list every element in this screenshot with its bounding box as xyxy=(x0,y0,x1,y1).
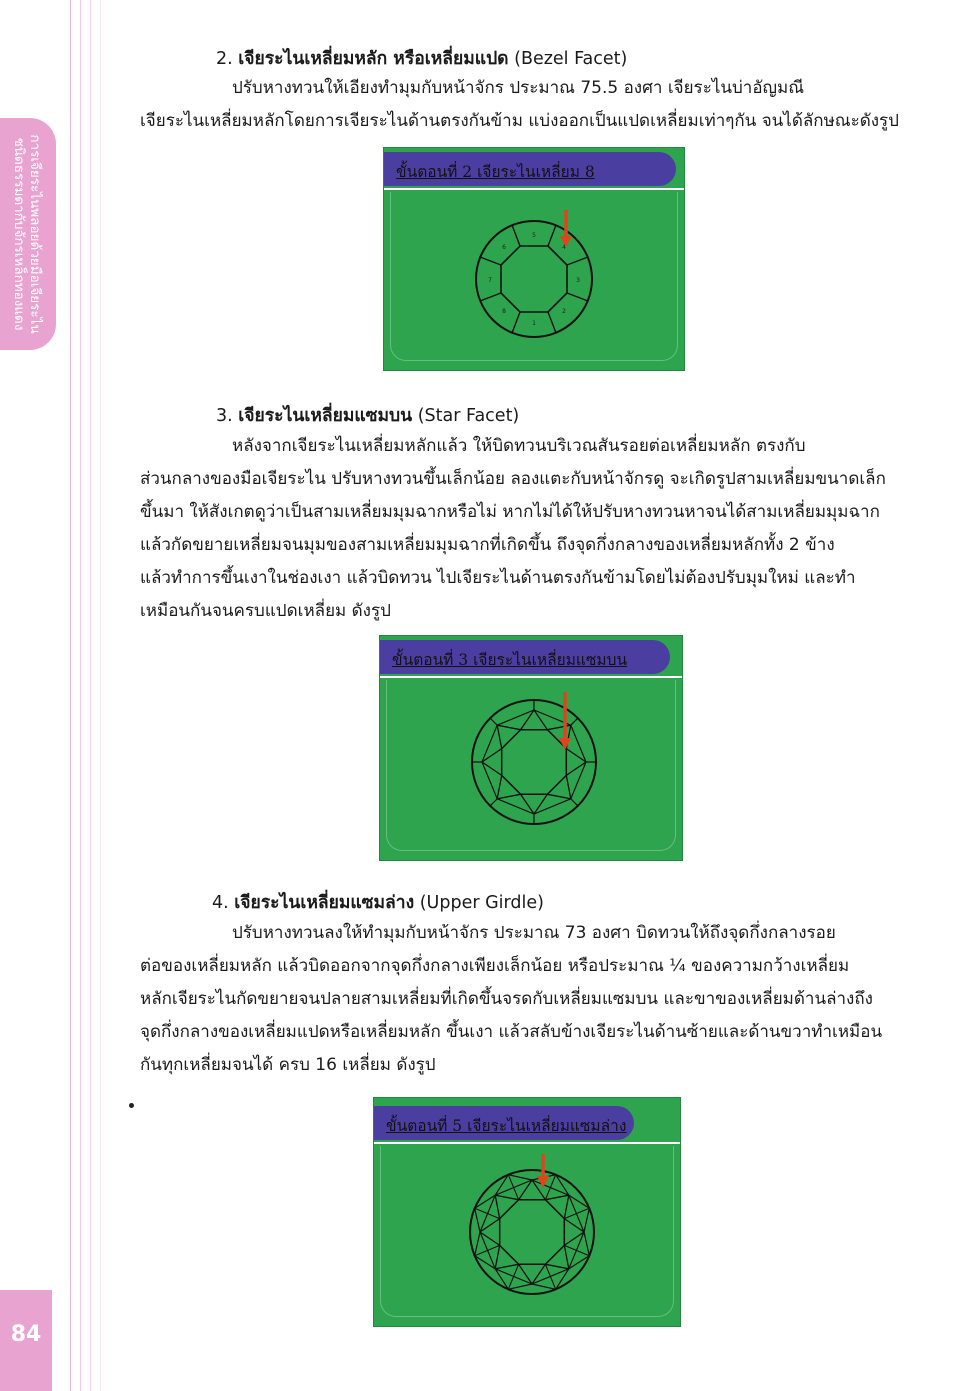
facet-num-8: 8 xyxy=(502,308,506,315)
section-4-line-2: ต่อของเหลี่ยมหลัก แล้วบิดออกจากจุดกึ่งกลางเพียงเล็กน้อย หรือประมาณ ¼ ของความกว้างเหลี่ยม xyxy=(140,956,850,976)
section-4-body xyxy=(140,917,918,1082)
section-3-heading xyxy=(216,401,519,429)
facet-num-3: 3 xyxy=(576,277,580,284)
bezel-facet-diagram xyxy=(468,213,600,345)
facet-num-1: 1 xyxy=(532,320,536,327)
chapter-side-title xyxy=(11,119,43,349)
section-4-line-3: หลักเจียระไนกัดขยายจนปลายสามเหลี่ยมที่เกิดขึ้นจรดกับเหลี่ยมแซมบน และขาของเหลี่ยมด้านล่างถึง xyxy=(140,989,873,1009)
section-2-title-en: (Bezel Facet) xyxy=(514,49,628,69)
margin-line-4 xyxy=(100,0,101,1391)
figure-step-3-rule xyxy=(380,676,682,678)
margin-line-1 xyxy=(70,0,71,1391)
facet-num-5: 5 xyxy=(532,232,536,239)
section-4-heading xyxy=(212,888,544,916)
figure-step-5-rule xyxy=(374,1142,680,1144)
section-4-number: 4. xyxy=(212,893,229,913)
section-4-line-5: กันทุกเหลี่ยมจนได้ ครบ 16 เหลี่ยม ดังรูป xyxy=(140,1055,436,1075)
arrow-icon xyxy=(536,1154,550,1190)
section-4-title-en: (Upper Girdle) xyxy=(419,893,544,913)
section-3-body xyxy=(140,430,918,628)
section-4-line-4: จุดกึ่งกลางของเหลี่ยมแปดหรือเหลี่ยมหลัก ขึ้นเงา แล้วสลับข้างเจียระไนด้านซ้ายและด้านขวาทำเหมือน xyxy=(140,1022,883,1042)
chapter-title-line-2: ชนิดธรรมดากับจักรเหล็กทองแดง xyxy=(11,137,27,331)
figure-step-3-caption: ขั้นตอนที่ 3 เจียระไนเหลี่ยมแซมบน xyxy=(392,651,628,669)
section-3-number: 3. xyxy=(216,406,233,426)
figure-step-2-banner xyxy=(384,152,676,186)
arrow-icon xyxy=(558,692,572,752)
section-2-title-thai: เจียระไนเหลี่ยมหลัก หรือเหลี่ยมแปด xyxy=(238,49,509,69)
figure-step-3 xyxy=(380,636,682,860)
figure-step-5-caption: ขั้นตอนที่ 5 เจียระไนเหลี่ยมแซมล่าง xyxy=(386,1117,627,1135)
facet-num-6: 6 xyxy=(502,244,506,251)
section-2-body xyxy=(140,72,918,138)
section-3-line-2: ส่วนกลางของมือเจียระไน ปรับหางทวนขึ้นเล็กน้อย ลองแตะกับหน้าจักรดู จะเกิดรูปสามเหลี่ยมขนาดเล็ก xyxy=(140,469,886,489)
section-3-line-5: แล้วทำการขึ้นเงาในช่องเงา แล้วบิดทวน ไปเจียระไนด้านตรงกันข้ามโดยไม่ต้องปรับมุมใหม่ และทำ xyxy=(140,568,856,588)
figure-step-2-rule xyxy=(384,188,684,190)
section-2-number: 2. xyxy=(216,49,233,69)
margin-line-2 xyxy=(80,0,81,1391)
arrow-icon xyxy=(559,210,573,248)
figure-step-2-caption: ขั้นตอนที่ 2 เจียระไนเหลี่ยม 8 xyxy=(396,163,595,181)
section-2-line-2: เจียระไนเหลี่ยมหลักโดยการเจียระไนด้านตรงกันข้าม แบ่งออกเป็นแปดเหลี่ยมเท่าๆกัน จนได้ลักษณะดังรูป xyxy=(140,111,899,131)
facet-num-7: 7 xyxy=(488,277,492,284)
facet-num-2: 2 xyxy=(562,308,566,315)
star-facet-diagram xyxy=(466,694,602,830)
section-3-line-3: ขึ้นมา ให้สังเกตดูว่าเป็นสามเหลี่ยมมุมฉากหรือไม่ หากไม่ได้ให้ปรับหางทวนหาจนได้สามเหลี่ยมมุมฉาก xyxy=(140,502,880,522)
figure-step-2 xyxy=(384,148,684,370)
section-3-title-thai: เจียระไนเหลี่ยมแซมบน xyxy=(238,406,413,426)
page-number: 84 xyxy=(10,1322,42,1347)
section-2-line-1: ปรับหางทวนให้เอียงทำมุมกับหน้าจักร ประมาณ 75.5 องศา เจียระไนบ่าอัญมณี xyxy=(232,78,804,98)
margin-line-3 xyxy=(90,0,91,1391)
section-3-line-1: หลังจากเจียระไนเหลี่ยมหลักแล้ว ให้บิดทวนบริเวณสันรอยต่อเหลี่ยมหลัก ตรงกับ xyxy=(232,436,806,456)
section-4-title-thai: เจียระไนเหลี่ยมแซมล่าง xyxy=(234,893,415,913)
section-3-line-6: เหมือนกันจนครบแปดเหลี่ยม ดังรูป xyxy=(140,601,391,621)
chapter-title-line-1: การเจียระไนพลอยด้วยมือเจียระไน xyxy=(27,134,43,334)
section-4-line-1: ปรับหางทวนลงให้ทำมุมกับหน้าจักร ประมาณ 73 องศา บิดทวนให้ถึงจุดกึ่งกลางรอย xyxy=(232,923,836,943)
facet-num-4: 4 xyxy=(562,244,566,251)
section-3-title-en: (Star Facet) xyxy=(417,406,520,426)
stray-dot xyxy=(129,1103,134,1108)
section-2-heading xyxy=(216,44,627,72)
section-3-line-4: แล้วกัดขยายเหลี่ยมจนมุมของสามเหลี่ยมมุมฉากที่เกิดขึ้น ถึงจุดกึ่งกลางของเหลี่ยมหลักทั้ง 2 ข้าง xyxy=(140,535,835,555)
figure-step-3-banner xyxy=(380,640,670,674)
figure-step-5-banner xyxy=(374,1106,634,1140)
upper-girdle-diagram xyxy=(464,1164,600,1300)
figure-step-5 xyxy=(374,1098,680,1326)
